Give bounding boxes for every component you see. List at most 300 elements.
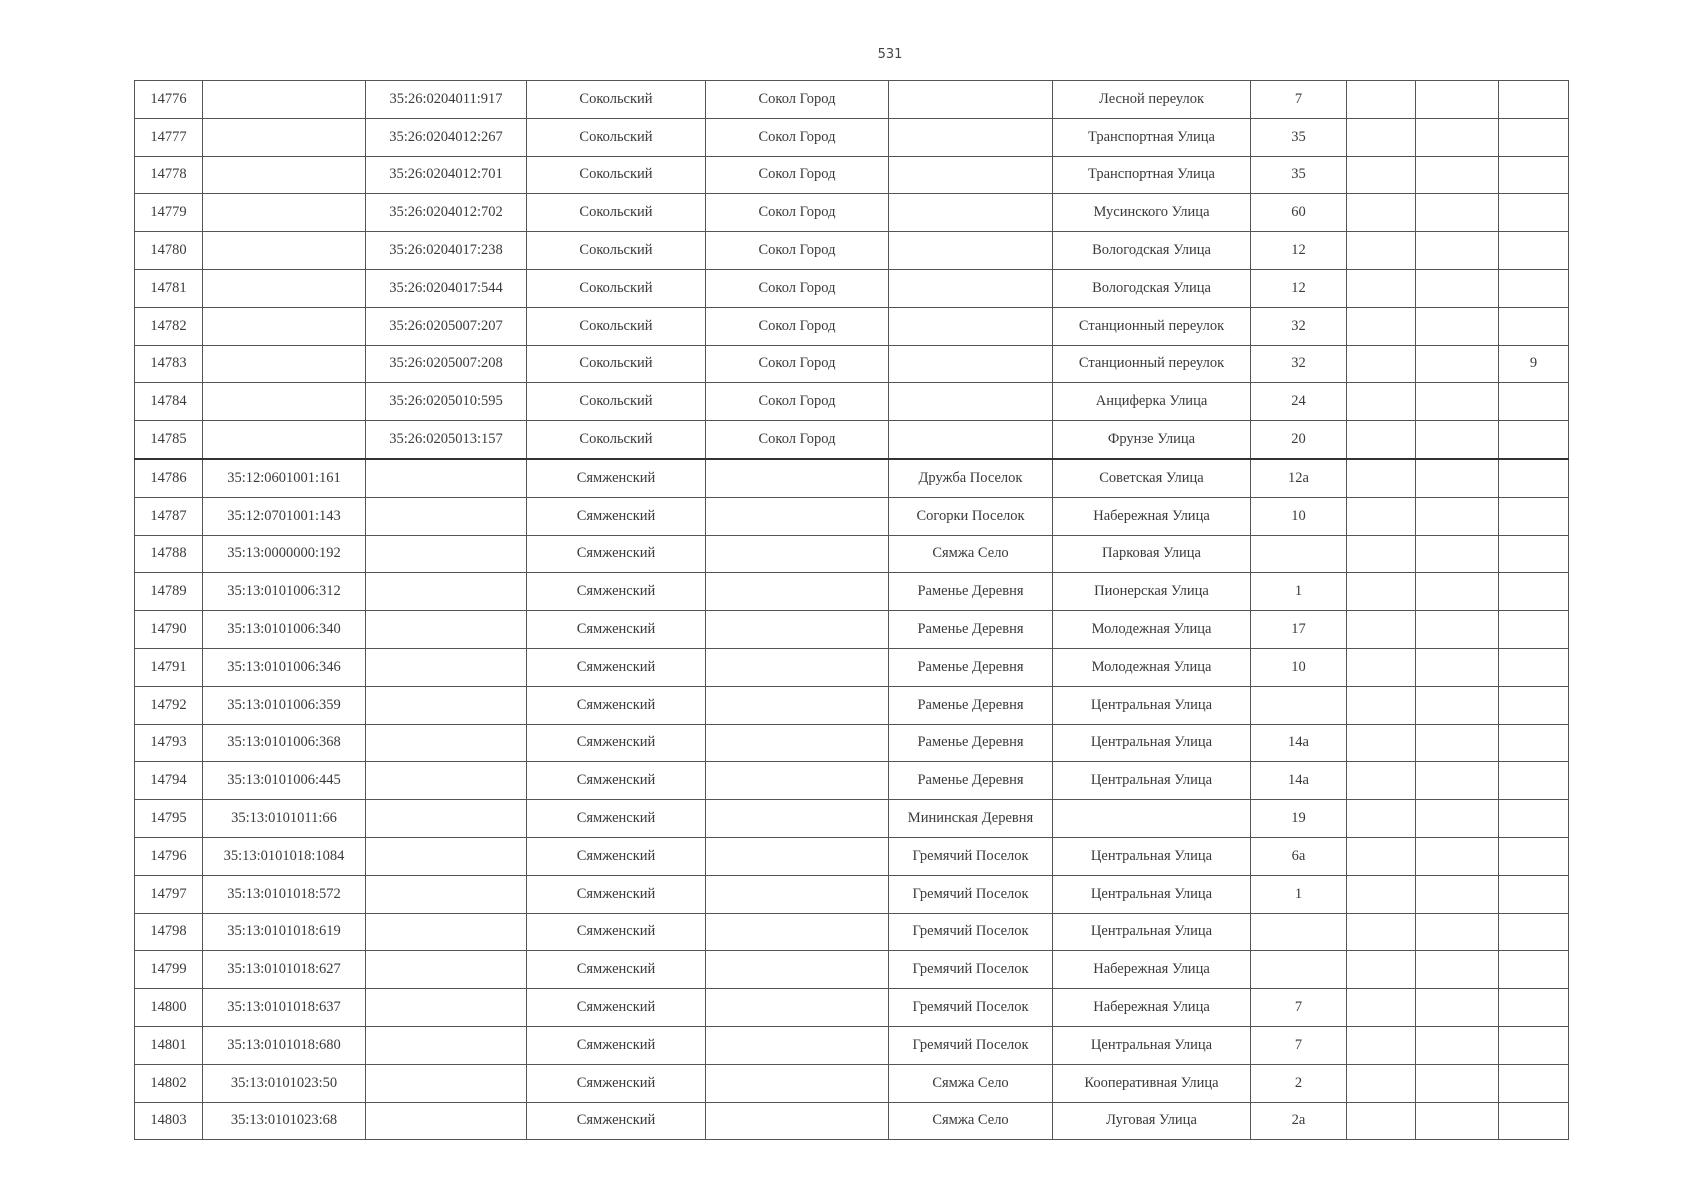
cell-row-number: 14802 <box>135 1064 203 1102</box>
cell-cadastral-number-b: 35:26:0205010:595 <box>366 383 527 421</box>
cell-street: Центральная Улица <box>1053 837 1251 875</box>
table-row <box>135 686 1569 724</box>
cell-district: Сямженский <box>527 686 706 724</box>
cell-city <box>706 762 889 800</box>
cell-city <box>706 724 889 762</box>
table-row <box>135 535 1569 573</box>
cell-district: Сокольский <box>527 345 706 383</box>
cell-row-number: 14792 <box>135 686 203 724</box>
cell-extra-2 <box>1416 383 1499 421</box>
table-row <box>135 762 1569 800</box>
cell-cadastral-number-a: 35:13:0101018:1084 <box>203 837 366 875</box>
cell-extra-1 <box>1347 875 1416 913</box>
cell-settlement <box>889 156 1053 194</box>
cell-cadastral-number-a: 35:13:0101006:346 <box>203 648 366 686</box>
cell-street: Набережная Улица <box>1053 497 1251 535</box>
cell-house-number: 10 <box>1251 648 1347 686</box>
table-row <box>135 875 1569 913</box>
cell-cadastral-number-b <box>366 837 527 875</box>
cell-district: Сямженский <box>527 1064 706 1102</box>
cell-district: Сямженский <box>527 762 706 800</box>
cell-extra-2 <box>1416 194 1499 232</box>
cell-extra-3 <box>1499 951 1569 989</box>
cell-extra-3 <box>1499 81 1569 119</box>
cell-row-number: 14799 <box>135 951 203 989</box>
cell-extra-2 <box>1416 989 1499 1027</box>
cell-city <box>706 535 889 573</box>
table-row <box>135 1064 1569 1102</box>
cell-extra-3 <box>1499 1102 1569 1140</box>
cell-district: Сямженский <box>527 724 706 762</box>
cell-extra-1 <box>1347 1102 1416 1140</box>
cell-extra-3 <box>1499 421 1569 459</box>
cell-row-number: 14798 <box>135 913 203 951</box>
table-row <box>135 194 1569 232</box>
cell-street: Набережная Улица <box>1053 951 1251 989</box>
cell-extra-3 <box>1499 118 1569 156</box>
cell-house-number: 7 <box>1251 989 1347 1027</box>
cell-row-number: 14784 <box>135 383 203 421</box>
table-row <box>135 611 1569 649</box>
cell-city <box>706 951 889 989</box>
cell-house-number: 2 <box>1251 1064 1347 1102</box>
cell-settlement: Гремячий Поселок <box>889 837 1053 875</box>
cell-district: Сокольский <box>527 383 706 421</box>
cell-extra-2 <box>1416 118 1499 156</box>
cell-extra-1 <box>1347 762 1416 800</box>
cell-district: Сокольский <box>527 421 706 459</box>
cell-extra-2 <box>1416 837 1499 875</box>
cell-house-number: 7 <box>1251 1026 1347 1064</box>
cell-district: Сямженский <box>527 535 706 573</box>
cell-district: Сямженский <box>527 989 706 1027</box>
cell-extra-1 <box>1347 345 1416 383</box>
cell-cadastral-number-a: 35:13:0101018:637 <box>203 989 366 1027</box>
cell-cadastral-number-a: 35:13:0101023:50 <box>203 1064 366 1102</box>
cell-street: Пионерская Улица <box>1053 573 1251 611</box>
cell-extra-2 <box>1416 951 1499 989</box>
cell-extra-1 <box>1347 156 1416 194</box>
cell-district: Сямженский <box>527 648 706 686</box>
cell-row-number: 14786 <box>135 459 203 497</box>
cell-street: Центральная Улица <box>1053 1026 1251 1064</box>
cell-extra-3 <box>1499 762 1569 800</box>
cell-cadastral-number-a <box>203 421 366 459</box>
cell-street <box>1053 800 1251 838</box>
cell-extra-2 <box>1416 573 1499 611</box>
cell-row-number: 14785 <box>135 421 203 459</box>
cell-district: Сямженский <box>527 1102 706 1140</box>
cell-house-number: 17 <box>1251 611 1347 649</box>
cell-street: Центральная Улица <box>1053 913 1251 951</box>
cell-extra-3 <box>1499 724 1569 762</box>
table-row <box>135 573 1569 611</box>
cell-city <box>706 686 889 724</box>
cell-cadastral-number-b <box>366 724 527 762</box>
cell-extra-2 <box>1416 1064 1499 1102</box>
cell-city <box>706 1102 889 1140</box>
table-row <box>135 269 1569 307</box>
cell-extra-2 <box>1416 81 1499 119</box>
cell-cadastral-number-a: 35:13:0101006:312 <box>203 573 366 611</box>
cell-street: Парковая Улица <box>1053 535 1251 573</box>
cell-city: Сокол Город <box>706 421 889 459</box>
cell-house-number: 6а <box>1251 837 1347 875</box>
cell-street: Центральная Улица <box>1053 724 1251 762</box>
cell-cadastral-number-a: 35:13:0101018:680 <box>203 1026 366 1064</box>
cell-extra-1 <box>1347 307 1416 345</box>
cell-extra-3 <box>1499 573 1569 611</box>
table-row <box>135 459 1569 497</box>
cell-extra-1 <box>1347 989 1416 1027</box>
cell-cadastral-number-b <box>366 989 527 1027</box>
cell-cadastral-number-a: 35:13:0101006:340 <box>203 611 366 649</box>
cell-district: Сямженский <box>527 1026 706 1064</box>
cell-row-number: 14800 <box>135 989 203 1027</box>
cell-cadastral-number-a: 35:13:0101011:66 <box>203 800 366 838</box>
table-row <box>135 81 1569 119</box>
cell-cadastral-number-a: 35:13:0000000:192 <box>203 535 366 573</box>
cell-cadastral-number-a <box>203 156 366 194</box>
cell-row-number: 14776 <box>135 81 203 119</box>
cell-street: Кооперативная Улица <box>1053 1064 1251 1102</box>
cell-extra-2 <box>1416 913 1499 951</box>
cell-street: Лесной переулок <box>1053 81 1251 119</box>
cell-city: Сокол Город <box>706 118 889 156</box>
cell-district: Сямженский <box>527 497 706 535</box>
cell-district: Сямженский <box>527 459 706 497</box>
table-row <box>135 1026 1569 1064</box>
table-row <box>135 913 1569 951</box>
registry-table <box>134 80 1569 1140</box>
cell-settlement <box>889 421 1053 459</box>
cell-street: Транспортная Улица <box>1053 118 1251 156</box>
cell-settlement <box>889 345 1053 383</box>
cell-city: Сокол Город <box>706 269 889 307</box>
cell-extra-3: 9 <box>1499 345 1569 383</box>
cell-cadastral-number-b <box>366 648 527 686</box>
cell-extra-2 <box>1416 762 1499 800</box>
cell-street: Анциферка Улица <box>1053 383 1251 421</box>
cell-cadastral-number-a: 35:13:0101006:445 <box>203 762 366 800</box>
cell-cadastral-number-b <box>366 459 527 497</box>
cell-extra-3 <box>1499 269 1569 307</box>
cell-house-number: 12а <box>1251 459 1347 497</box>
cell-city: Сокол Город <box>706 156 889 194</box>
cell-house-number: 19 <box>1251 800 1347 838</box>
cell-extra-1 <box>1347 800 1416 838</box>
cell-extra-2 <box>1416 535 1499 573</box>
cell-extra-1 <box>1347 913 1416 951</box>
cell-cadastral-number-b <box>366 497 527 535</box>
cell-extra-1 <box>1347 118 1416 156</box>
cell-extra-1 <box>1347 194 1416 232</box>
cell-extra-3 <box>1499 535 1569 573</box>
cell-extra-2 <box>1416 724 1499 762</box>
cell-extra-3 <box>1499 1064 1569 1102</box>
table-row <box>135 497 1569 535</box>
cell-district: Сокольский <box>527 307 706 345</box>
cell-house-number: 1 <box>1251 573 1347 611</box>
cell-house-number: 32 <box>1251 307 1347 345</box>
cell-cadastral-number-a: 35:13:0101006:368 <box>203 724 366 762</box>
cell-house-number <box>1251 913 1347 951</box>
cell-extra-2 <box>1416 1026 1499 1064</box>
cell-row-number: 14801 <box>135 1026 203 1064</box>
cell-street: Центральная Улица <box>1053 875 1251 913</box>
cell-house-number: 60 <box>1251 194 1347 232</box>
cell-extra-3 <box>1499 989 1569 1027</box>
cell-extra-1 <box>1347 648 1416 686</box>
cell-street: Центральная Улица <box>1053 686 1251 724</box>
cell-city <box>706 573 889 611</box>
cell-city <box>706 1064 889 1102</box>
cell-settlement: Сямжа Село <box>889 1102 1053 1140</box>
cell-extra-1 <box>1347 535 1416 573</box>
cell-settlement: Гремячий Поселок <box>889 875 1053 913</box>
cell-extra-1 <box>1347 421 1416 459</box>
cell-extra-3 <box>1499 913 1569 951</box>
cell-extra-2 <box>1416 421 1499 459</box>
table-row <box>135 118 1569 156</box>
cell-row-number: 14795 <box>135 800 203 838</box>
cell-district: Сямженский <box>527 875 706 913</box>
cell-district: Сямженский <box>527 573 706 611</box>
cell-settlement: Согорки Поселок <box>889 497 1053 535</box>
table-row <box>135 383 1569 421</box>
cell-street: Станционный переулок <box>1053 307 1251 345</box>
table-row <box>135 1102 1569 1140</box>
cell-extra-1 <box>1347 269 1416 307</box>
cell-extra-1 <box>1347 383 1416 421</box>
cell-row-number: 14780 <box>135 232 203 270</box>
cell-house-number: 14а <box>1251 762 1347 800</box>
cell-city: Сокол Город <box>706 345 889 383</box>
table-row <box>135 648 1569 686</box>
cell-street: Вологодская Улица <box>1053 232 1251 270</box>
cell-extra-2 <box>1416 800 1499 838</box>
cell-cadastral-number-b: 35:26:0204011:917 <box>366 81 527 119</box>
cell-city <box>706 497 889 535</box>
cell-extra-2 <box>1416 345 1499 383</box>
cell-settlement <box>889 194 1053 232</box>
cell-district: Сямженский <box>527 800 706 838</box>
cell-settlement: Раменье Деревня <box>889 724 1053 762</box>
cell-row-number: 14779 <box>135 194 203 232</box>
cell-extra-3 <box>1499 307 1569 345</box>
cell-extra-3 <box>1499 497 1569 535</box>
cell-city: Сокол Город <box>706 232 889 270</box>
cell-cadastral-number-b <box>366 1026 527 1064</box>
cell-extra-3 <box>1499 837 1569 875</box>
cell-house-number: 14а <box>1251 724 1347 762</box>
cell-house-number <box>1251 535 1347 573</box>
cell-cadastral-number-b: 35:26:0204012:267 <box>366 118 527 156</box>
cell-house-number: 35 <box>1251 118 1347 156</box>
table-row <box>135 307 1569 345</box>
cell-house-number: 7 <box>1251 81 1347 119</box>
cell-cadastral-number-b <box>366 951 527 989</box>
cell-cadastral-number-b <box>366 913 527 951</box>
cell-row-number: 14797 <box>135 875 203 913</box>
cell-extra-3 <box>1499 648 1569 686</box>
cell-extra-2 <box>1416 648 1499 686</box>
cell-settlement: Раменье Деревня <box>889 686 1053 724</box>
cell-city <box>706 611 889 649</box>
cell-city <box>706 989 889 1027</box>
cell-extra-2 <box>1416 269 1499 307</box>
cell-extra-1 <box>1347 724 1416 762</box>
cell-city: Сокол Город <box>706 383 889 421</box>
cell-house-number: 1 <box>1251 875 1347 913</box>
cell-settlement: Мининская Деревня <box>889 800 1053 838</box>
cell-settlement: Гремячий Поселок <box>889 913 1053 951</box>
cell-extra-1 <box>1347 81 1416 119</box>
cell-extra-3 <box>1499 156 1569 194</box>
cell-settlement: Раменье Деревня <box>889 762 1053 800</box>
cell-extra-3 <box>1499 875 1569 913</box>
cell-row-number: 14781 <box>135 269 203 307</box>
cell-settlement <box>889 81 1053 119</box>
cell-district: Сямженский <box>527 611 706 649</box>
cell-extra-1 <box>1347 232 1416 270</box>
cell-extra-1 <box>1347 573 1416 611</box>
cell-extra-2 <box>1416 232 1499 270</box>
cell-row-number: 14794 <box>135 762 203 800</box>
cell-street: Молодежная Улица <box>1053 648 1251 686</box>
cell-district: Сокольский <box>527 118 706 156</box>
cell-settlement: Раменье Деревня <box>889 611 1053 649</box>
cell-extra-3 <box>1499 194 1569 232</box>
cell-extra-3 <box>1499 611 1569 649</box>
cell-settlement <box>889 307 1053 345</box>
cell-house-number: 20 <box>1251 421 1347 459</box>
cell-settlement: Дружба Поселок <box>889 459 1053 497</box>
cell-extra-3 <box>1499 686 1569 724</box>
cell-street: Станционный переулок <box>1053 345 1251 383</box>
cell-settlement <box>889 232 1053 270</box>
cell-cadastral-number-a: 35:12:0701001:143 <box>203 497 366 535</box>
cell-street: Центральная Улица <box>1053 762 1251 800</box>
cell-district: Сокольский <box>527 269 706 307</box>
page-number: 531 <box>877 47 903 62</box>
cell-district: Сямженский <box>527 913 706 951</box>
cell-settlement: Гремячий Поселок <box>889 951 1053 989</box>
cell-house-number: 32 <box>1251 345 1347 383</box>
cell-district: Сокольский <box>527 194 706 232</box>
cell-city <box>706 837 889 875</box>
cell-settlement <box>889 118 1053 156</box>
cell-district: Сокольский <box>527 81 706 119</box>
cell-street: Набережная Улица <box>1053 989 1251 1027</box>
cell-settlement: Сямжа Село <box>889 535 1053 573</box>
cell-cadastral-number-b: 35:26:0204012:701 <box>366 156 527 194</box>
cell-row-number: 14778 <box>135 156 203 194</box>
cell-cadastral-number-b <box>366 875 527 913</box>
cell-house-number: 2а <box>1251 1102 1347 1140</box>
cell-settlement: Раменье Деревня <box>889 648 1053 686</box>
cell-extra-3 <box>1499 1026 1569 1064</box>
cell-extra-1 <box>1347 686 1416 724</box>
cell-settlement <box>889 269 1053 307</box>
cell-extra-3 <box>1499 232 1569 270</box>
cell-row-number: 14783 <box>135 345 203 383</box>
cell-row-number: 14787 <box>135 497 203 535</box>
cell-cadastral-number-b <box>366 573 527 611</box>
cell-row-number: 14793 <box>135 724 203 762</box>
cell-cadastral-number-a <box>203 81 366 119</box>
cell-cadastral-number-a <box>203 118 366 156</box>
cell-cadastral-number-b <box>366 1102 527 1140</box>
cell-extra-1 <box>1347 459 1416 497</box>
table-row <box>135 951 1569 989</box>
cell-cadastral-number-a <box>203 383 366 421</box>
cell-settlement <box>889 383 1053 421</box>
cell-cadastral-number-a: 35:13:0101018:572 <box>203 875 366 913</box>
cell-extra-2 <box>1416 459 1499 497</box>
cell-cadastral-number-a: 35:13:0101018:619 <box>203 913 366 951</box>
cell-city: Сокол Город <box>706 307 889 345</box>
table-row <box>135 232 1569 270</box>
cell-city <box>706 913 889 951</box>
cell-district: Сямженский <box>527 951 706 989</box>
cell-extra-2 <box>1416 686 1499 724</box>
cell-extra-1 <box>1347 497 1416 535</box>
table-row <box>135 837 1569 875</box>
table-row <box>135 156 1569 194</box>
cell-cadastral-number-b: 35:26:0204017:544 <box>366 269 527 307</box>
cell-cadastral-number-b <box>366 686 527 724</box>
cell-house-number: 12 <box>1251 232 1347 270</box>
cell-street: Мусинского Улица <box>1053 194 1251 232</box>
cell-cadastral-number-b: 35:26:0205007:207 <box>366 307 527 345</box>
cell-house-number <box>1251 686 1347 724</box>
table-row <box>135 724 1569 762</box>
cell-house-number: 12 <box>1251 269 1347 307</box>
cell-extra-1 <box>1347 1064 1416 1102</box>
cell-street: Луговая Улица <box>1053 1102 1251 1140</box>
cell-extra-1 <box>1347 951 1416 989</box>
cell-city: Сокол Город <box>706 194 889 232</box>
cell-row-number: 14789 <box>135 573 203 611</box>
cell-city <box>706 875 889 913</box>
cell-cadastral-number-b <box>366 800 527 838</box>
table-row <box>135 989 1569 1027</box>
cell-row-number: 14803 <box>135 1102 203 1140</box>
cell-district: Сямженский <box>527 837 706 875</box>
cell-street: Советская Улица <box>1053 459 1251 497</box>
cell-house-number: 24 <box>1251 383 1347 421</box>
cell-city <box>706 459 889 497</box>
cell-cadastral-number-b: 35:26:0204017:238 <box>366 232 527 270</box>
cell-city <box>706 648 889 686</box>
cell-city <box>706 1026 889 1064</box>
cell-row-number: 14791 <box>135 648 203 686</box>
cell-settlement: Сямжа Село <box>889 1064 1053 1102</box>
cell-cadastral-number-a: 35:13:0101018:627 <box>203 951 366 989</box>
cell-cadastral-number-b <box>366 611 527 649</box>
cell-row-number: 14788 <box>135 535 203 573</box>
cell-extra-1 <box>1347 1026 1416 1064</box>
cell-district: Сокольский <box>527 156 706 194</box>
cell-street: Молодежная Улица <box>1053 611 1251 649</box>
table-row <box>135 421 1569 459</box>
cell-extra-2 <box>1416 875 1499 913</box>
cell-extra-1 <box>1347 611 1416 649</box>
cell-extra-3 <box>1499 383 1569 421</box>
cell-city <box>706 800 889 838</box>
cell-settlement: Раменье Деревня <box>889 573 1053 611</box>
